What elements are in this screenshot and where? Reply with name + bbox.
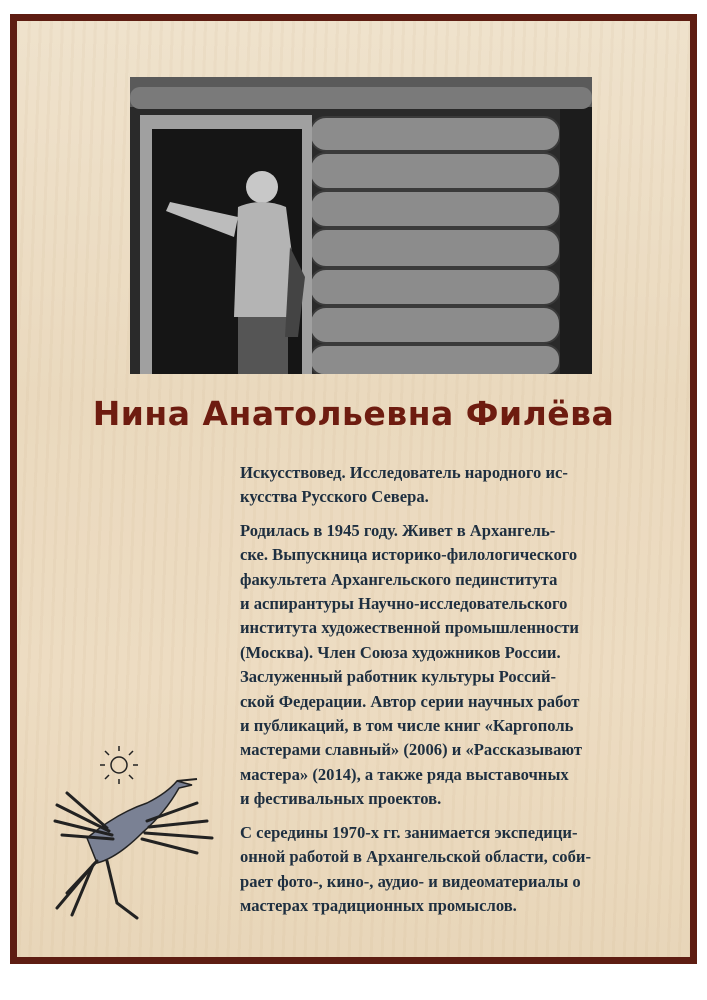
paragraph-intro: [240, 461, 620, 510]
text-line: мастерами славный» (2006) и «Рассказывают: [240, 740, 583, 760]
text-line: ске. Выпускница историко-филологического: [240, 545, 578, 565]
text-line: мастерах традиционных промыслов.: [240, 895, 517, 915]
biography-text: [240, 461, 620, 927]
text-line: и публикаций, в том числе книг «Каргополь: [240, 716, 574, 736]
text-line: онной работой в Архангельской области, соби-: [240, 847, 591, 867]
page-title: Нина Анатольевна Филёва: [92, 394, 615, 433]
text-line: факультета Архангельского пединститута: [240, 569, 558, 589]
text-line: и фестивальных проектов.: [240, 789, 442, 809]
text-line: ской Федерации. Автор серии научных работ: [240, 691, 580, 711]
paragraph-biography: [240, 519, 620, 812]
text-line: рает фото-, кино-, аудио- и видеоматериалы о: [240, 871, 581, 891]
text-line: Родилась в 1945 году. Живет в Архангель-: [240, 520, 556, 540]
text-line: Искусствовед. Исследователь народного ис-: [240, 463, 568, 482]
bird-ornament-icon: [47, 743, 222, 933]
sun-icon: [100, 746, 138, 784]
text-line: института художественной промышленности: [240, 618, 579, 638]
text-line: Заслуженный работник культуры Россий-: [240, 667, 557, 687]
text-line: С середины 1970-х гг. занимается экспедици-: [240, 822, 578, 842]
poster-frame: [10, 14, 697, 964]
text-line: кусства Русского Севера.: [240, 487, 429, 507]
portrait-photo: [130, 77, 592, 374]
text-line: и аспирантуры Научно-исследовательского: [240, 594, 568, 614]
text-line: мастера» (2014), а также ряда выставочных: [240, 764, 569, 784]
paragraph-expeditions: [240, 821, 620, 919]
text-line: (Москва). Член Союза художников России.: [240, 642, 561, 662]
